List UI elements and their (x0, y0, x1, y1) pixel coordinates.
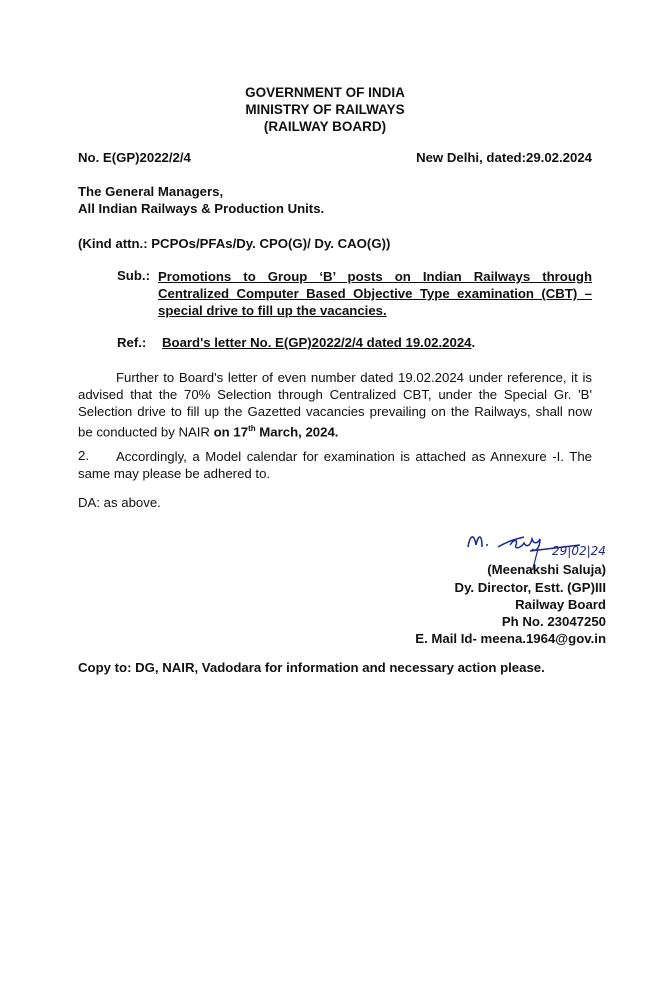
reference-text: Board's letter No. E(GP)2022/2/4 dated 19.02.2024 (162, 335, 472, 350)
para2-number: 2. (78, 448, 89, 463)
header-ministry: MINISTRY OF RAILWAYS (245, 102, 405, 117)
reference (162, 335, 475, 350)
reference-label: Ref.: (117, 335, 147, 350)
enclosure-note: DA: as above. (78, 495, 161, 510)
signatory-name: (Meenakshi Saluja) (487, 562, 606, 577)
paragraph-2 (78, 448, 592, 482)
signatory-email: E. Mail Id- meena.1964@gov.in (415, 631, 606, 646)
para1-text: Further to Board's letter of even number dated 19.02.2024 under reference, it is advised that the 70% Selection through Centralized CBT, under the Special Gr. 'B' Selection drive to fill up the Gazetted vacancies prevailing on the Railways, shall now be conducted by NAIR (78, 370, 592, 440)
copy-to: Copy to: DG, NAIR, Vadodara for information and necessary action please. (78, 660, 545, 675)
svg-text:29|02|24: 29|02|24 (552, 544, 606, 558)
letter-date: New Delhi, dated:29.02.2024 (416, 150, 592, 165)
signatory-office: Railway Board (515, 597, 606, 612)
para1-date: on 17 (213, 424, 249, 440)
signatory-designation: Dy. Director, Estt. (GP)III (454, 580, 606, 595)
addressee-line1: The General Managers, (78, 184, 224, 199)
letter-number: No. E(GP)2022/2/4 (78, 150, 191, 165)
addressee-line2: All Indian Railways & Production Units. (78, 201, 325, 216)
paragraph-1 (78, 369, 592, 440)
subject-text: Promotions to Group ‘B’ posts on Indian Railways through Centralized Computer Based Objective Type examination (CBT) – special drive to fill up the vacancies. (158, 269, 592, 318)
signatory-phone: Ph No. 23047250 (501, 614, 606, 629)
header-government: GOVERNMENT OF INDIA (245, 85, 405, 100)
kind-attention: (Kind attn.: PCPOs/PFAs/Dy. CPO(G)/ Dy. CAO(G)) (78, 236, 391, 251)
reference-suffix: . (471, 335, 476, 350)
para1-sup: th (248, 424, 256, 433)
para2-text: Accordingly, a Model calendar for examination is attached as Annexure -I. The same may please be adhered to. (78, 449, 592, 481)
subject-label: Sub.: (117, 268, 150, 283)
header-board: (RAILWAY BOARD) (263, 119, 387, 134)
para1-date-rest: March, 2024. (255, 424, 339, 440)
